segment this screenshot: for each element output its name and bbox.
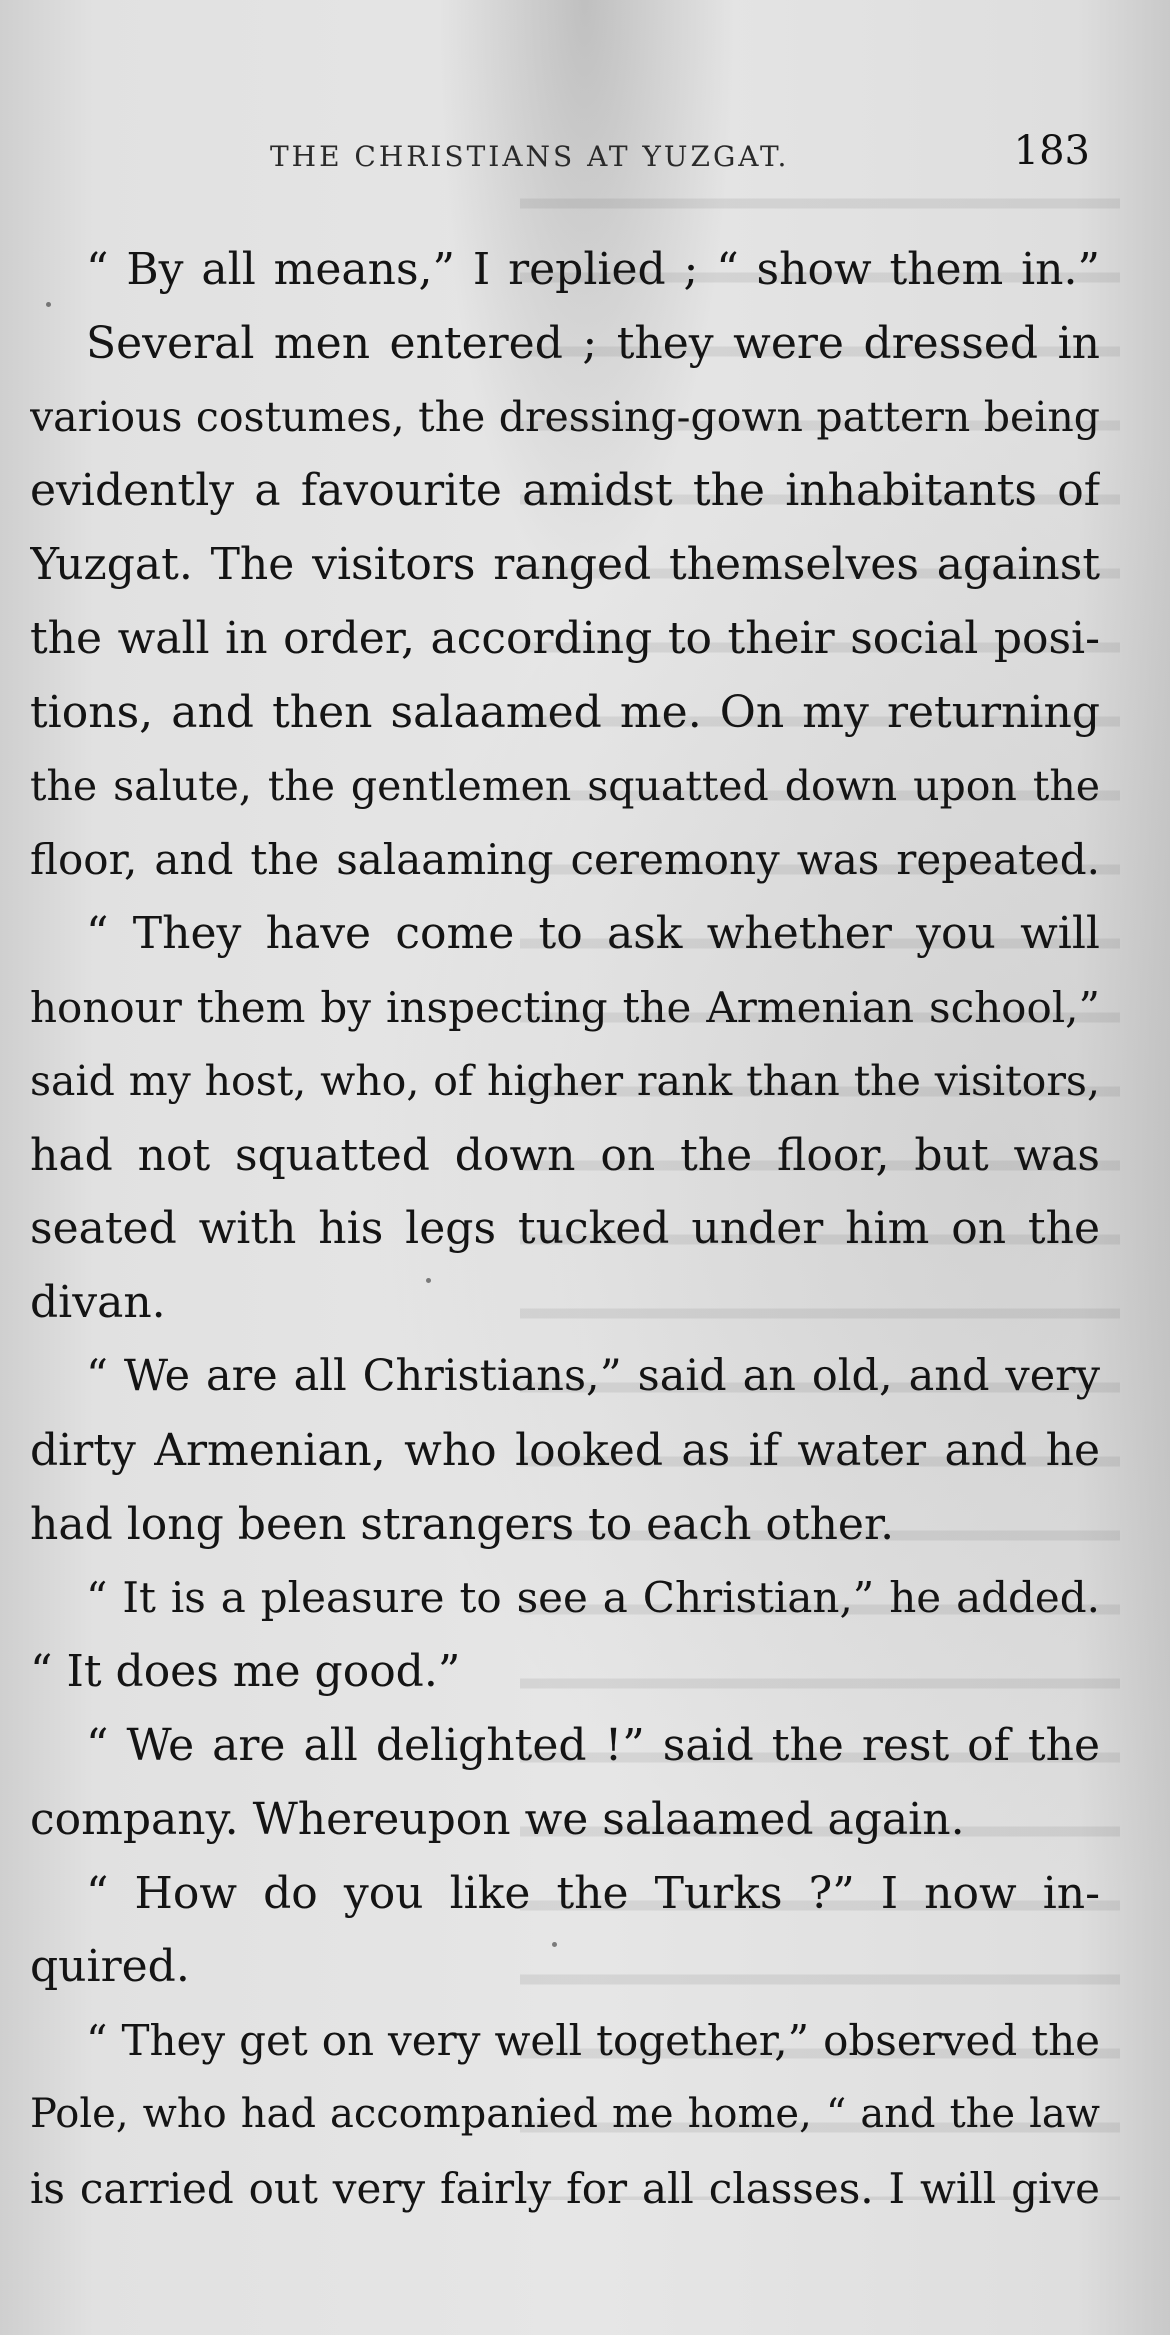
text-line: company. Whereupon we salaamed again. [30,1793,965,1845]
text-line: seated with his legs tucked under him on the [30,1203,1100,1255]
text-line: divan. [30,1277,166,1329]
text-line: quired. [30,1941,190,1993]
body-text [30,233,1100,2226]
text-line: the salute, the gentlemen squatted down upon the [30,761,1100,810]
text-line: “ They get on very well together,” observed the [86,2016,1100,2066]
text-line: evidently a favourite amidst the inhabitants of [30,465,1100,517]
text-line: had not squatted down on the floor, but was [30,1129,1100,1181]
text-line: “ By all means,” I replied ; “ show them in.” [86,244,1100,295]
text-line: “ It does me good.” [30,1646,461,1698]
text-line: “ They have come to ask whether you will [86,908,1100,960]
page-number: 183 [1013,128,1090,174]
text-line: said my host, who, of higher rank than the visitors, [30,1056,1100,1105]
text-line: Several men entered ; they were dressed in [86,317,1100,369]
page-header [270,128,1090,188]
text-line: tions, and then salaamed me. On my returning [30,686,1100,738]
text-line: “ How do you like the Turks ?” I now in- [86,1867,1100,1919]
ink-speck [552,1942,557,1947]
text-line: Yuzgat. The visitors ranged themselves against [30,539,1100,591]
text-line: had long been strangers to each other. [30,1498,895,1550]
text-line: various costumes, the dressing-gown pattern being [30,392,1100,441]
text-line: dirty Armenian, who looked as if water and he [30,1424,1100,1476]
text-line: “ It is a pleasure to see a Christian,” he added. [86,1573,1100,1623]
text-line: honour them by inspecting the Armenian school,” [30,982,1100,1032]
text-line: “ We are all delighted !” said the rest of the [86,1719,1100,1771]
text-line: the wall in order, according to their social posi- [30,612,1100,664]
text-line: floor, and the salaaming ceremony was repeated. [30,835,1100,885]
text-line: Pole, who had accompanied me home, “ and the law [30,2090,1100,2137]
ink-speck [426,1278,431,1283]
text-line: “ We are all Christians,” said an old, and very [86,1350,1100,1401]
text-line: is carried out very fairly for all classes. I will give [30,2163,1100,2213]
ink-speck [46,302,51,307]
running-head: THE CHRISTIANS AT YUZGAT. [270,140,790,173]
